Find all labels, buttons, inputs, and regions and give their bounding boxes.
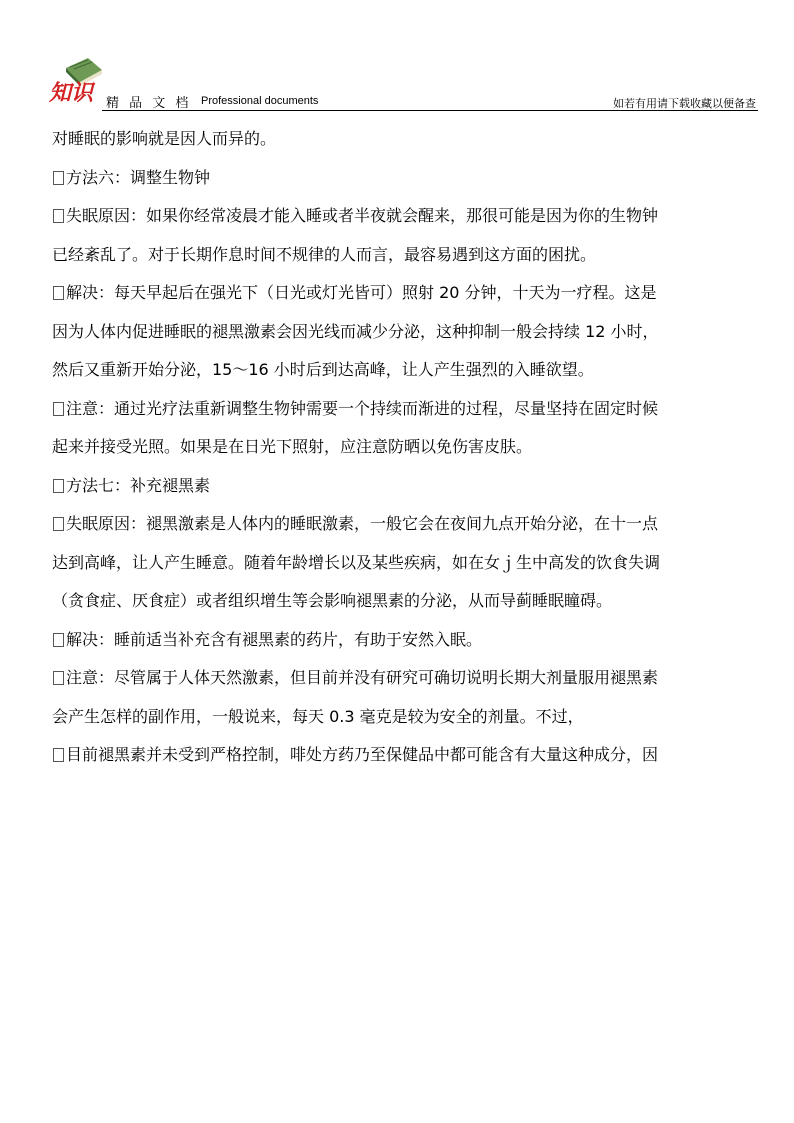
bullet-box-icon	[53, 479, 64, 493]
line-text: （贪食症、厌食症）或者组织增生等会影响褪黑素的分泌，从而导蓟睡眠瞳碍。	[52, 591, 613, 610]
text-line	[52, 505, 762, 544]
text-line	[52, 159, 762, 198]
text-line	[52, 313, 762, 352]
header-subtitle: Professional documents	[201, 95, 319, 107]
line-text: 注意：通过光疗法重新调整生物钟需要一个持续而渐进的过程，尽量坚持在固定时候	[66, 398, 659, 418]
line-text: 失眠原因：如果你经常凌晨才能入睡或者半夜就会醒来，那很可能是因为你的生物钟	[66, 206, 659, 225]
text-line	[52, 197, 762, 236]
line-text: 解决：每天早起后在强光下（日光或灯光皆可）照射 20 分钟，十天为一疗程。这是	[66, 283, 657, 302]
bullet-box-icon	[53, 633, 64, 647]
bullet-box-icon	[53, 402, 64, 416]
bullet-box-icon	[53, 286, 64, 300]
line-text: 已经紊乱了。对于长期作息时间不规律的人而言，最容易遇到这方面的困扰。	[52, 244, 597, 264]
line-text: 会产生怎样的副作用，一般说来，每天 0.3 毫克是较为安全的剂量。不过，	[52, 706, 584, 726]
bullet-box-icon	[53, 517, 64, 531]
book-logo-icon	[48, 54, 104, 106]
line-text: 目前褪黑素并未受到严格控制，啡处方药乃至保健品中都可能含有大量这种成分，因	[66, 745, 659, 764]
text-line	[52, 467, 762, 506]
logo-text: 知识	[49, 80, 94, 106]
bullet-box-icon	[53, 209, 64, 223]
text-line	[52, 621, 762, 660]
line-text: 起来并接受光照。如果是在日光下照射，应注意防晒以免伤害皮肤。	[52, 437, 533, 456]
header-divider	[102, 110, 758, 111]
line-text: 因为人体内促进睡眠的褪黑激素会因光线而减少分泌，这种抑制一般会持续 12 小时，	[52, 321, 659, 341]
text-line	[52, 736, 762, 775]
line-text: 对睡眠的影响就是因人而异的。	[52, 129, 277, 148]
text-line	[52, 698, 762, 737]
text-line	[52, 351, 762, 390]
bullet-box-icon	[53, 671, 64, 685]
header-note: 如若有用请下载收藏以便备查	[613, 97, 756, 110]
line-text: 解决：睡前适当补充含有褪黑素的药片，有助于安然入眠。	[66, 629, 483, 649]
text-line	[52, 390, 762, 429]
text-line	[52, 236, 762, 275]
page-header	[48, 54, 758, 112]
line-text: 然后又重新开始分泌，15～16 小时后到达高峰，让人产生强烈的入睡欲望。	[52, 360, 594, 379]
line-text: 失眠原因：褪黑激素是人体内的睡眠激素，一般它会在夜间九点开始分泌，在十一点	[66, 514, 659, 533]
text-line	[52, 582, 762, 621]
text-line	[52, 120, 762, 159]
text-line	[52, 544, 762, 583]
line-text: 方法七：补充褪黑素	[66, 475, 211, 495]
line-text: 注意：尽管属于人体天然激素，但目前并没有研究可确切说明长期大剂量服用褪黑素	[66, 668, 659, 687]
bullet-box-icon	[53, 748, 64, 762]
line-text: 达到高峰，让人产生睡意。随着年龄增长以及某些疾病，如在女ｊ生中高发的饮食失调	[52, 552, 661, 572]
line-text: 方法六：调整生物钟	[66, 167, 211, 187]
text-line	[52, 274, 762, 313]
document-body	[52, 120, 762, 775]
header-title: 精 品 文 档	[106, 96, 192, 111]
text-line	[52, 428, 762, 467]
bullet-box-icon	[53, 171, 64, 185]
text-line	[52, 659, 762, 698]
